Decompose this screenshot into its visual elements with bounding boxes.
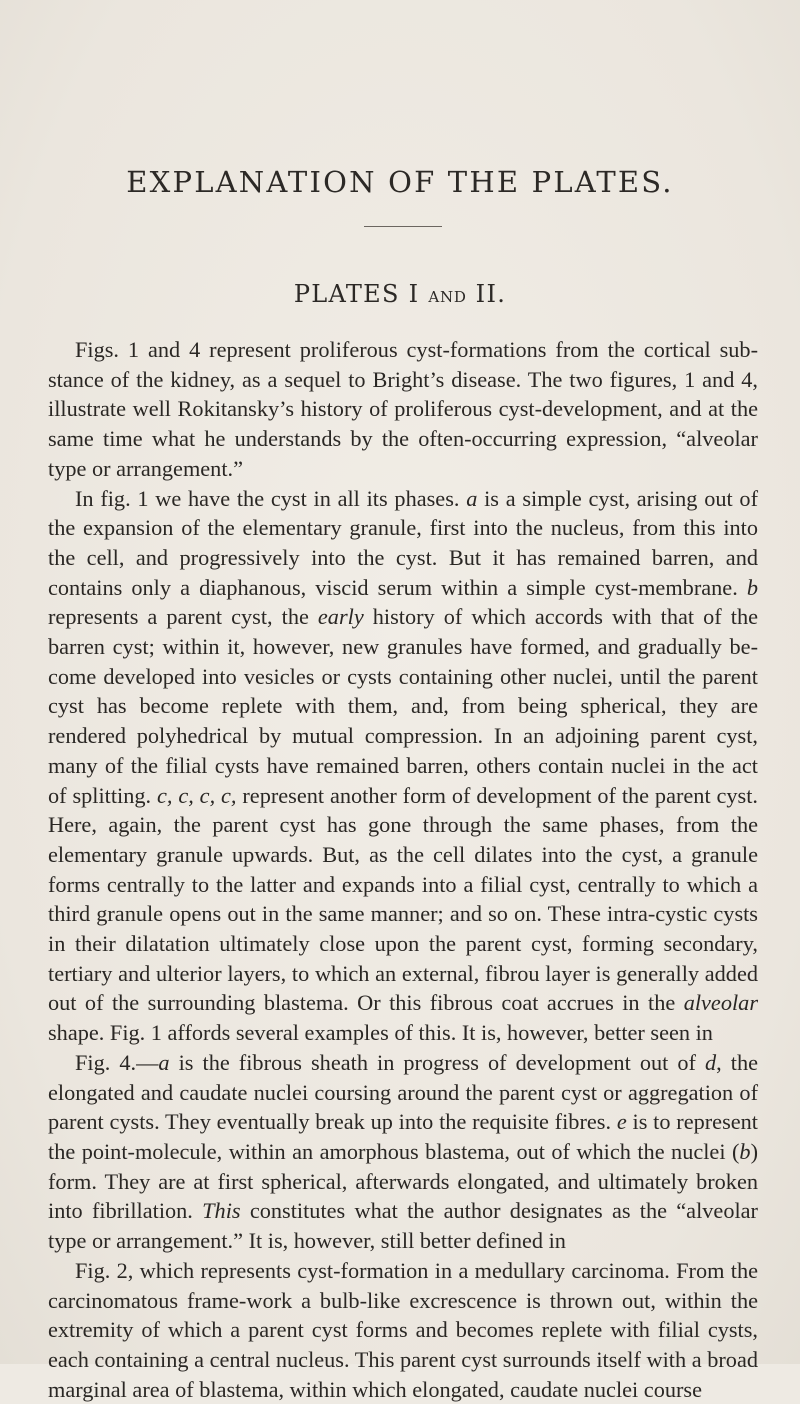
paragraph-2-italic: alveolar — [683, 990, 758, 1016]
paragraph-2-text: represents a parent cyst, the — [48, 604, 318, 630]
section-heading-main: PLATES I — [293, 280, 429, 308]
paragraph-2-italic: b — [746, 574, 758, 600]
paragraph-2-text: represent another form of development of the parent cyst. Here, again, the parent cyst has gone through the same phases, from the elementary granule upwards. But, as the cell dilates into the cyst, a granule forms centrally to the latter and expands into a filial cyst, centrally to which a third granule opens out in the same manner; and so on. These intra-cystic cysts in their dilatation ultimately close upon the parent cyst, forming secondary, tertiary and ulterior layers, to which an external, fibrou layer is generally added out of the surrounding blastema. Or this fibrous coat accrues in the — [48, 782, 758, 1016]
paragraph-3-text: constitutes what the author designates as the “alveolar type or arrangement.” It is, however, still better defined in — [48, 1198, 758, 1254]
section-heading-end: II. — [466, 280, 507, 308]
paragraph-3-text: ) form. They are at first spherical, afterwards elongated, and ultimately broken into fibrillation. — [48, 1138, 758, 1224]
paragraph-3-italic: e — [616, 1109, 627, 1135]
title-rule — [364, 226, 442, 227]
paragraph-2-text: history of which accords with that of the barren cyst; within it, however, new granules have formed, and gradually become developed into vesicles or cysts containing other nuclei, until the parent cyst has become replete with them, and, from being spherical, they are rendered polyhedrical by mutual compression. In an adjoining parent cyst, many of the filial cysts have remained barren, others contain nuclei in the act of splitting. — [48, 604, 758, 808]
paragraph-3-text: , the elongated and caudate nuclei coursing around the parent cyst or aggregation of parent cysts. They eventually break up into the requisite fibres. — [48, 1049, 758, 1135]
paragraph-1: Figs. 1 and 4 represent proliferous cyst-formations from the cortical substance of the kidney, as a sequel to Bright’s disease. The two figures, 1 and 4, illustrate well Rokitansky’s history of proliferous cyst-development, and at the same time what he understands by the often-occurring expression, “alveolar type or arrangement.” — [48, 337, 758, 481]
paragraph-3-italic: a — [158, 1049, 170, 1075]
paragraph-3 — [48, 1048, 758, 1256]
paragraph-3-text: is the fibrous sheath in progress of development out of — [169, 1049, 705, 1075]
paragraph-4: Fig. 2, which represents cyst-formation in a medullary carcinoma. From the carcinomatous frame-work a bulb-like excrescence is thrown out, within the extremity of which a parent cyst forms and becomes replete with filial cysts, each containing a central nucleus. This parent cyst surrounds itself with a broad marginal area of blastema, within which elongated, caudate nuclei course — [48, 1257, 758, 1402]
paragraph-3-text: Fig. 4.— — [75, 1049, 159, 1075]
paragraph-2 — [48, 484, 758, 1048]
paragraph-2-text: shape. Fig. 1 affords several examples of this. It is, however, better seen in — [48, 1020, 713, 1046]
section-heading — [0, 280, 800, 308]
paragraph-3-italic: b — [739, 1138, 751, 1164]
paragraph-2-text: is a simple cyst, arising out of the expansion of the elementary granule, first into the nucleus, from this into the cell, and progressively into the cyst. But it has remained barren, and contains only a diaphanous, viscid serum within a simple cyst-membrane. — [48, 485, 759, 600]
section-heading-and: AND — [428, 288, 467, 306]
paragraph-2-italic: a — [466, 485, 478, 511]
paragraph-3-italic: d — [704, 1049, 717, 1075]
paragraph-3-text: is to represent the point-molecule, within an amorphous blastema, out of which the nuclei ( — [48, 1109, 758, 1164]
paragraph-2-italic: early — [317, 604, 364, 630]
page-title: EXPLANATION OF THE PLATES. — [126, 165, 674, 199]
paragraph-3-italic: This — [202, 1198, 241, 1224]
paragraph-2-italic: c, c, c, c, — [157, 782, 237, 808]
paragraph-2-text: In fig. 1 we have the cyst in all its phases. — [75, 485, 467, 511]
body-text — [48, 335, 758, 1404]
